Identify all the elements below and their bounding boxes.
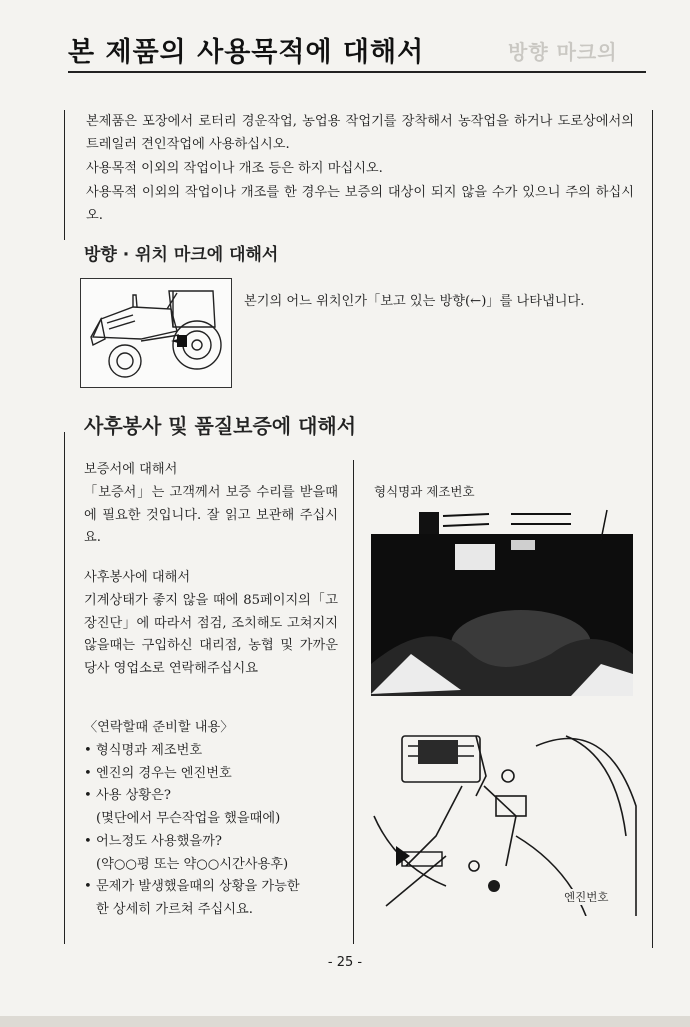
list-item: (몇단에서 무슨작업을 했을때에) <box>96 811 281 827</box>
contact-list <box>84 740 338 922</box>
intro-paragraph-3: 사용목적 이외의 작업이나 개조를 한 경우는 보증의 대상이 되지 않을 수가 있으니 주의 하십시오. <box>86 185 634 223</box>
engine-number-label: 엔진번호 <box>564 890 609 904</box>
tractor-drawing <box>81 279 231 387</box>
page-number: - 25 - <box>327 955 363 970</box>
contact-title: 〈연락할때 준비할 내용〉 <box>84 720 234 735</box>
page-title: 본 제품의 사용목적에 대해서 <box>68 37 425 68</box>
intro-paragraph-2: 사용목적 이외의 작업이나 개조 등은 하지 마십시오. <box>86 161 383 176</box>
list-item: • 어느정도 사용했을까? <box>84 833 222 849</box>
title-underline <box>68 71 646 73</box>
list-item: • 사용 상황은? <box>84 788 171 804</box>
after-service-title: 사후봉사에 대해서 <box>84 570 191 585</box>
scan-edge <box>0 1016 690 1027</box>
intro-paragraph-1: 본제품은 포장에서 로터리 경운작업, 농업용 작업기를 장착해서 농작업을 하거나 도로상에서의 트레일러 견인작업에 사용하십시오. <box>86 114 634 152</box>
list-item: • 엔진의 경우는 엔진번호 <box>84 765 232 781</box>
list-item: (약○○평 또는 약○○시간사용후) <box>96 856 289 872</box>
direction-mark-text: 본기의 어느 위치인가「보고 있는 방향(←)」를 나타냅니다. <box>244 294 585 309</box>
engine-number-photo <box>366 716 642 916</box>
tractor-illustration <box>80 278 232 388</box>
left-margin-line-lower <box>64 432 65 944</box>
bleed-through-text: 방향 마크의 <box>508 40 618 64</box>
column-divider <box>353 460 354 944</box>
left-margin-line <box>64 110 65 240</box>
service-heading: 사후봉사 및 품질보증에 대해서 <box>84 414 357 438</box>
right-margin-line <box>652 110 653 948</box>
model-serial-label: 형식명과 제조번호 <box>374 484 475 499</box>
warranty-text: 「보증서」는 고객께서 보증 수리를 받을때에 필요한 것입니다. 잘 읽고 보관해 주십시요. <box>84 485 338 546</box>
list-item: 한 상세히 가르쳐 주십시요. <box>96 901 253 917</box>
model-plate-photo <box>371 504 633 696</box>
list-item: • 형식명과 제조번호 <box>84 743 203 758</box>
list-item: • 문제가 발생했을때의 상황을 가능한 <box>84 879 300 895</box>
after-service-text: 기계상태가 좋지 않을 때에 85페이지의「고장진단」에 따라서 점검, 조치해도 고쳐지지 않을때는 구입하신 대리점, 농협 및 가까운 당사 영업소로 연락해주십시요 <box>84 593 338 677</box>
warranty-title: 보증서에 대해서 <box>84 462 178 477</box>
direction-heading: 방향 · 위치 마크에 대해서 <box>84 245 279 265</box>
